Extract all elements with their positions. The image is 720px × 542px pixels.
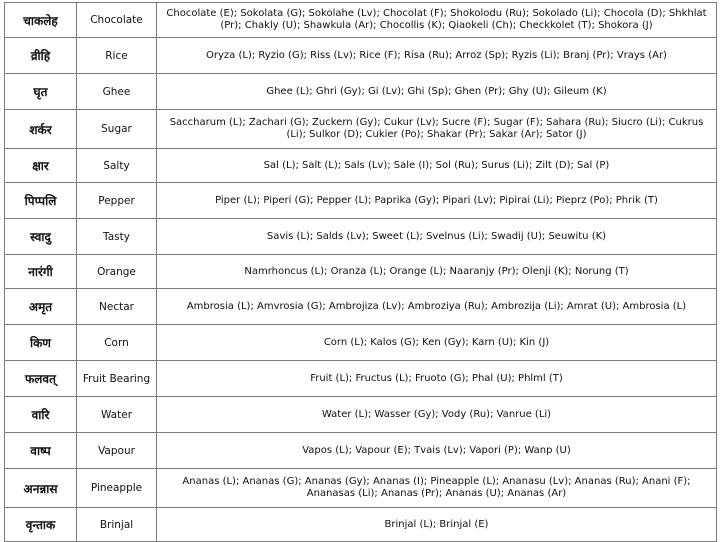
sanskrit-word: नारंगी [5, 255, 77, 289]
table-row [5, 361, 717, 397]
cognate-list: Savis (L); Salds (Lv); Sweet (L); Svelnus (Li); Swadij (U); Seuwitu (K) [157, 219, 717, 255]
cognate-list: Brinjal (L); Brinjal (E) [157, 508, 717, 542]
sanskrit-word: अमृत [5, 289, 77, 325]
english-word: Pineapple [77, 469, 157, 508]
table-row [5, 433, 717, 469]
sanskrit-word: अनन्नास [5, 469, 77, 508]
table-row [5, 255, 717, 289]
english-word: Salty [77, 149, 157, 183]
english-word: Chocolate [77, 3, 157, 38]
english-word: Rice [77, 38, 157, 74]
english-word: Tasty [77, 219, 157, 255]
table-row [5, 110, 717, 149]
english-word: Sugar [77, 110, 157, 149]
cognate-list: Piper (L); Piperi (G); Pepper (L); Paprika (Gy); Pipari (Lv); Pipirai (Li); Pieprz (Po); Phrik (T) [157, 183, 717, 219]
table-row [5, 469, 717, 508]
cognate-list: Sal (L); Salt (L); Sals (Lv); Sale (I); Sol (Ru); Surus (Li); Zilt (D); Sal (P) [157, 149, 717, 183]
cognate-list: Oryza (L); Ryzio (G); Riss (Lv); Rice (F); Risa (Ru); Arroz (Sp); Ryzis (Li); Branj (Pr); Vrays (Ar) [157, 38, 717, 74]
sanskrit-word: घृत [5, 74, 77, 110]
cognate-list: Ananas (L); Ananas (G); Ananas (Gy); Ananas (I); Pineapple (L); Ananasu (Lv); Ananas (Ru); Anani (F); Ananasas (Li); Ananas (Pr); Ananas (U); Ananas (Ar) [157, 469, 717, 508]
sanskrit-word: पिप्पलि [5, 183, 77, 219]
sanskrit-word: किण [5, 325, 77, 361]
cognate-list: Corn (L); Kalos (G); Ken (Gy); Karn (U); Kin (J) [157, 325, 717, 361]
table-row [5, 219, 717, 255]
english-word: Brinjal [77, 508, 157, 542]
cognate-list: Ambrosia (L); Amvrosia (G); Ambrojiza (Lv); Ambroziya (Ru); Ambrozija (Li); Amrat (U); Ambrosia (L) [157, 289, 717, 325]
english-word: Orange [77, 255, 157, 289]
english-word: Water [77, 397, 157, 433]
english-word: Vapour [77, 433, 157, 469]
table-row [5, 183, 717, 219]
english-word: Ghee [77, 74, 157, 110]
table-row [5, 325, 717, 361]
english-word: Nectar [77, 289, 157, 325]
cognate-list: Chocolate (E); Sokolata (G); Sokolahe (Lv); Chocolat (F); Shokolodu (Ru); Sokolado (Li); Chocola (D); Shkhlat (Pr); Chakly (U); Shawkula (Ar); Chocollis (K); Qiaokeli (Ch); Checkkolet (T); Shokora (J) [157, 3, 717, 38]
english-word: Fruit Bearing [77, 361, 157, 397]
english-word: Corn [77, 325, 157, 361]
sanskrit-word: स्वादु [5, 219, 77, 255]
table-row [5, 397, 717, 433]
table-row [5, 3, 717, 38]
table-row [5, 149, 717, 183]
sanskrit-word: चाकलेह [5, 3, 77, 38]
english-word: Pepper [77, 183, 157, 219]
cognate-list: Ghee (L); Ghri (Gy); Gi (Lv); Ghi (Sp); Ghen (Pr); Ghy (U); Gileum (K) [157, 74, 717, 110]
sanskrit-word: वृन्ताक [5, 508, 77, 542]
sanskrit-word: क्षार [5, 149, 77, 183]
sanskrit-word: वारि [5, 397, 77, 433]
vocabulary-table [4, 2, 717, 542]
sanskrit-word: शर्कर [5, 110, 77, 149]
cognate-list: Namrhoncus (L); Oranza (L); Orange (L); Naaranjy (Pr); Olenji (K); Norung (T) [157, 255, 717, 289]
cognate-list: Water (L); Wasser (Gy); Vody (Ru); Vanrue (Li) [157, 397, 717, 433]
sanskrit-word: व्रीहि [5, 38, 77, 74]
table-row [5, 508, 717, 542]
table-row [5, 289, 717, 325]
sanskrit-word: फलवत् [5, 361, 77, 397]
cognate-list: Vapos (L); Vapour (E); Tvais (Lv); Vapori (P); Wanp (U) [157, 433, 717, 469]
sanskrit-word: वाष्प [5, 433, 77, 469]
table-row [5, 38, 717, 74]
table-row [5, 74, 717, 110]
cognate-list: Fruit (L); Fructus (L); Fruoto (G); Phal (U); Phlml (T) [157, 361, 717, 397]
cognate-list: Saccharum (L); Zachari (G); Zuckern (Gy); Cukur (Lv); Sucre (F); Sugar (F); Sahara (Ru); Siucro (Li); Cukrus (Li); Sulkor (D); Cukier (Po); Shakar (Pr); Sakar (Ar); Sator (J) [157, 110, 717, 149]
